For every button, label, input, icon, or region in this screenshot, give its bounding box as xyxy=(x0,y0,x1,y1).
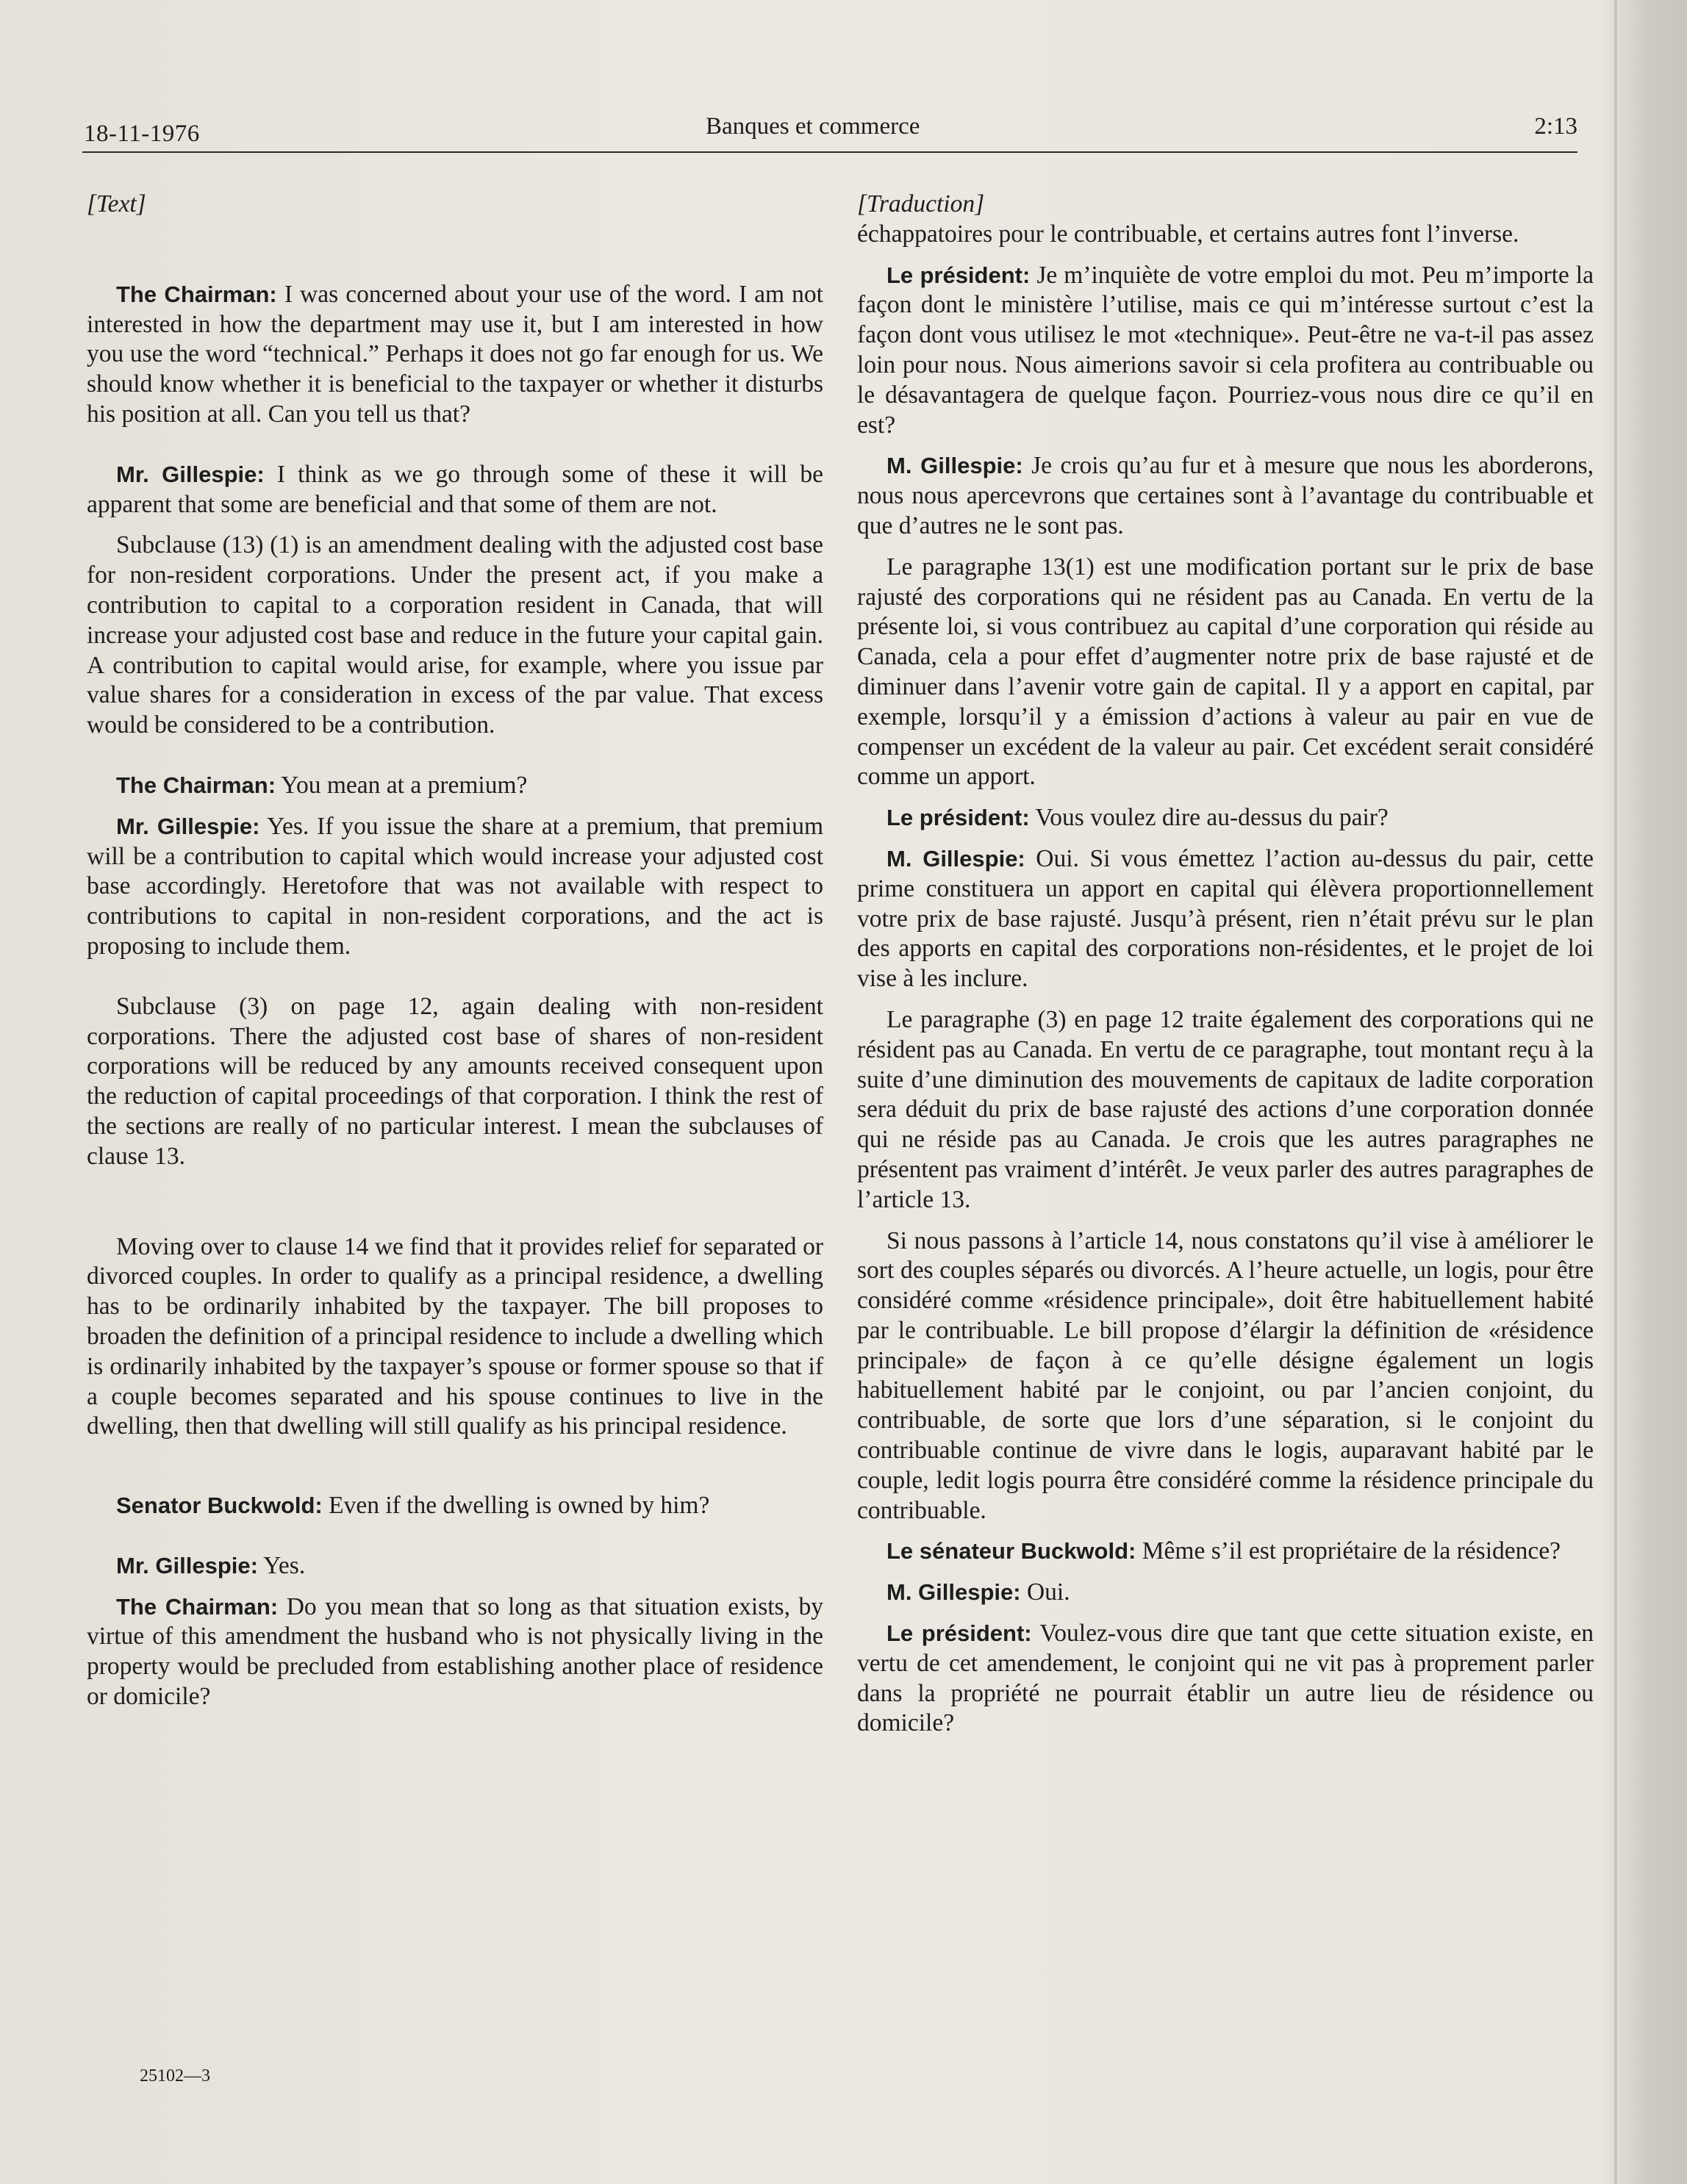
speech-text: Vous voulez dire au-dessus du pair? xyxy=(1029,804,1389,832)
paragraph xyxy=(857,451,1594,541)
speaker-name: Le sénateur Buckwold: xyxy=(887,1538,1136,1565)
footer-code: 25102—3 xyxy=(140,2066,210,2086)
speaker-name: Mr. Gillespie: xyxy=(116,813,260,839)
speech-text: You mean at a premium? xyxy=(276,771,528,799)
french-column xyxy=(857,190,1594,1739)
speaker-name: Senator Buckwold: xyxy=(116,1492,323,1519)
speaker-name: Le président: xyxy=(887,805,1030,831)
speaker-name: The Chairman: xyxy=(116,772,276,798)
paragraph: Si nous passons à l’article 14, nous constatons qu’il vise à améliorer le sort des couples séparés ou divorcés. A l’heure actuelle, un logis, pour être considéré comme «résidence principale», doit être habituellement habité par le contribuable. Le bill propose d’élargir la définition de «résidence principale» de façon à ce qu’elle désigne également un logis habituellement habité par le conjoint, ou par l’ancien conjoint, du contribuable, de sorte que lors d’une séparation, si le conjoint du contribuable continue de vivre dans le logis, auparavant habité par le couple, ledit logis pourra être considéré comme la résidence principale du contribuable. xyxy=(857,1226,1594,1524)
paragraph xyxy=(87,771,823,801)
paragraph xyxy=(87,1592,823,1712)
speech-text: Do you mean that so long as that situation exists, by virtue of this amendment the husband who is not physically living in the property would be precluded from establishing another place of residence or domicile? xyxy=(87,1592,823,1711)
paragraph: Subclause (3) on page 12, again dealing with non-resident corporations. There the adjusted cost base of shares of non-resident corporations will be reduced by any amounts received consequent upon the reduction of capital proceedings of that corporation. I think the rest of the sections are really of no particular interest. I mean the subclauses of clause 13. xyxy=(87,992,823,1170)
paragraph xyxy=(87,280,823,430)
speech-text: Oui. xyxy=(1020,1578,1070,1606)
speaker-name: Mr. Gillespie: xyxy=(116,1552,258,1578)
paragraph xyxy=(87,1491,823,1521)
speech-text: Yes. xyxy=(257,1551,306,1579)
paragraph xyxy=(857,803,1594,833)
paragraph xyxy=(857,844,1594,994)
speaker-name: Le président: xyxy=(887,1620,1032,1647)
paragraph: échappatoires pour le contribuable, et certains autres font l’inverse. xyxy=(857,220,1519,248)
translation-label: [Traduction] xyxy=(857,190,985,218)
paragraph xyxy=(87,460,823,520)
paragraph xyxy=(857,1578,1594,1608)
english-column xyxy=(87,190,823,1712)
paragraph: Subclause (13) (1) is an amendment dealing with the adjusted cost base for non-resident corporations. Under the present act, if you make a contribution to capital to a corporation resident in Canada, that will increase your adjusted cost base and reduce in the future your capital gain. A contribution to capital would arise, for example, where you issue par value shares for a consideration in excess of the par value. That excess would be considered to be a contribution. xyxy=(87,531,823,739)
speaker-name: M. Gillespie: xyxy=(887,1579,1021,1606)
speech-text: Même s’il est propriétaire de la résidence? xyxy=(1136,1537,1561,1565)
speech-text: Oui. Si vous émettez l’action au-dessus du pair, cette prime constituera un apport en capital qui élèvera proportionnellement votre prix de base rajusté. Jusqu’à présent, rien n’était prévu sur le plan des apports en capital des corporations non-résidentes, et le projet de loi vise à les inclure. xyxy=(857,844,1594,993)
paragraph: Le paragraphe 13(1) est une modification portant sur le prix de base rajusté des corporations qui ne résident pas au Canada. En vertu de la présente loi, si vous contribuez au capital d’une corporation qui réside au Canada, cela a pour effet d’augmenter notre prix de base rajusté et de diminuer dans l’avenir votre gain de capital. Il y a apport en capital, par exemple, lorsqu’il y a émission d’actions à valeur au pair en vue de compenser un excédent de la valeur au pair. Cet excédent serait considéré comme un apport. xyxy=(857,553,1594,791)
speaker-name: The Chairman: xyxy=(116,281,277,307)
speech-text: Je crois qu’au fur et à mesure que nous les aborderons, nous nous apercevrons que certaines sont à l’avantage du contribuable et que d’autres ne le sont pas. xyxy=(857,452,1594,539)
page-edge-shadow xyxy=(1599,0,1687,2184)
speech-text: Yes. If you issue the share at a premium, that premium will be a contribution to capital which would increase your adjusted cost base accordingly. Heretofore that was not available with respect to contributions to capital in non-resident corporations, and the act is proposing to include them. xyxy=(87,812,824,960)
paragraph xyxy=(87,812,823,962)
paragraph xyxy=(87,1551,823,1581)
speaker-name: M. Gillespie: xyxy=(887,453,1023,479)
header-title: Banques et commerce xyxy=(706,113,920,140)
speech-text: I was concerned about your use of the word. I am not interested in how the department may use it, but I am interested in how you use the word “technical.” Perhaps it does not go far enough for us. We should know whether it is beneficial to the taxpayer or whether it disturbs his position at all. Can you tell us that? xyxy=(87,280,823,428)
paragraph: Moving over to clause 14 we find that it provides relief for separated or divorced couples. In order to qualify as a principal residence, a dwelling has to be ordinarily inhabited by the taxpayer. The bill proposes to broaden the definition of a principal residence to include a dwelling which is ordinarily inhabited by the taxpayer’s spouse or former spouse so that if a couple becomes separated and his spouse continues to live in the dwelling, then that dwelling will still qualify as his principal residence. xyxy=(87,1232,823,1440)
speech-text: Je m’inquiète de votre emploi du mot. Peu m’importe la façon dont le ministère l’utilise, mais ce qui m’intéresse surtout c’est la façon dont vous utilisez le mot «technique». Peut-être ne va-t-il pas assez loin pour nous. Nous aimerions savoir si cela profitera au contribuable ou le désavantagera de quelque façon. Pourriez-vous nous dire ce qu’il en est? xyxy=(857,261,1594,439)
paragraph xyxy=(857,1537,1594,1567)
paragraph: Le paragraphe (3) en page 12 traite également des corporations qui ne résident pas au Canada. En vertu de ce paragraphe, tout montant reçu à la suite d’une diminution des mouvements de capitaux de ladite corporation sera déduit du prix de base rajusté des actions d’une corporation donnée qui ne réside pas au Canada. Je crois que les autres paragraphes ne présentent pas vraiment d’intérêt. Je veux parler des autres paragraphes de l’article 13. xyxy=(857,1005,1594,1213)
running-header xyxy=(82,107,1577,153)
speech-text: Voulez-vous dire que tant que cette situation existe, en vertu de cet amendement, le conjoint qui ne vit pas à proprement parler dans la propriété ne pourrait établir un autre lieu de résidence ou domicile? xyxy=(857,1620,1594,1737)
speaker-name: Le président: xyxy=(887,262,1031,288)
speaker-name: Mr. Gillespie: xyxy=(116,461,265,487)
page-edge-line xyxy=(1614,0,1617,2184)
speech-text: I think as we go through some of these it will be apparent that some are beneficial and that some of them are not. xyxy=(87,460,823,518)
paragraph xyxy=(857,1619,1594,1739)
text-label: [Text] xyxy=(87,190,146,218)
speaker-name: M. Gillespie: xyxy=(887,845,1025,872)
header-date: 18-11-1976 xyxy=(84,121,200,147)
speech-text: Even if the dwelling is owned by him? xyxy=(322,1492,710,1520)
speaker-name: The Chairman: xyxy=(116,1593,279,1620)
header-page-number: 2:13 xyxy=(1534,113,1577,140)
paragraph xyxy=(857,261,1594,441)
